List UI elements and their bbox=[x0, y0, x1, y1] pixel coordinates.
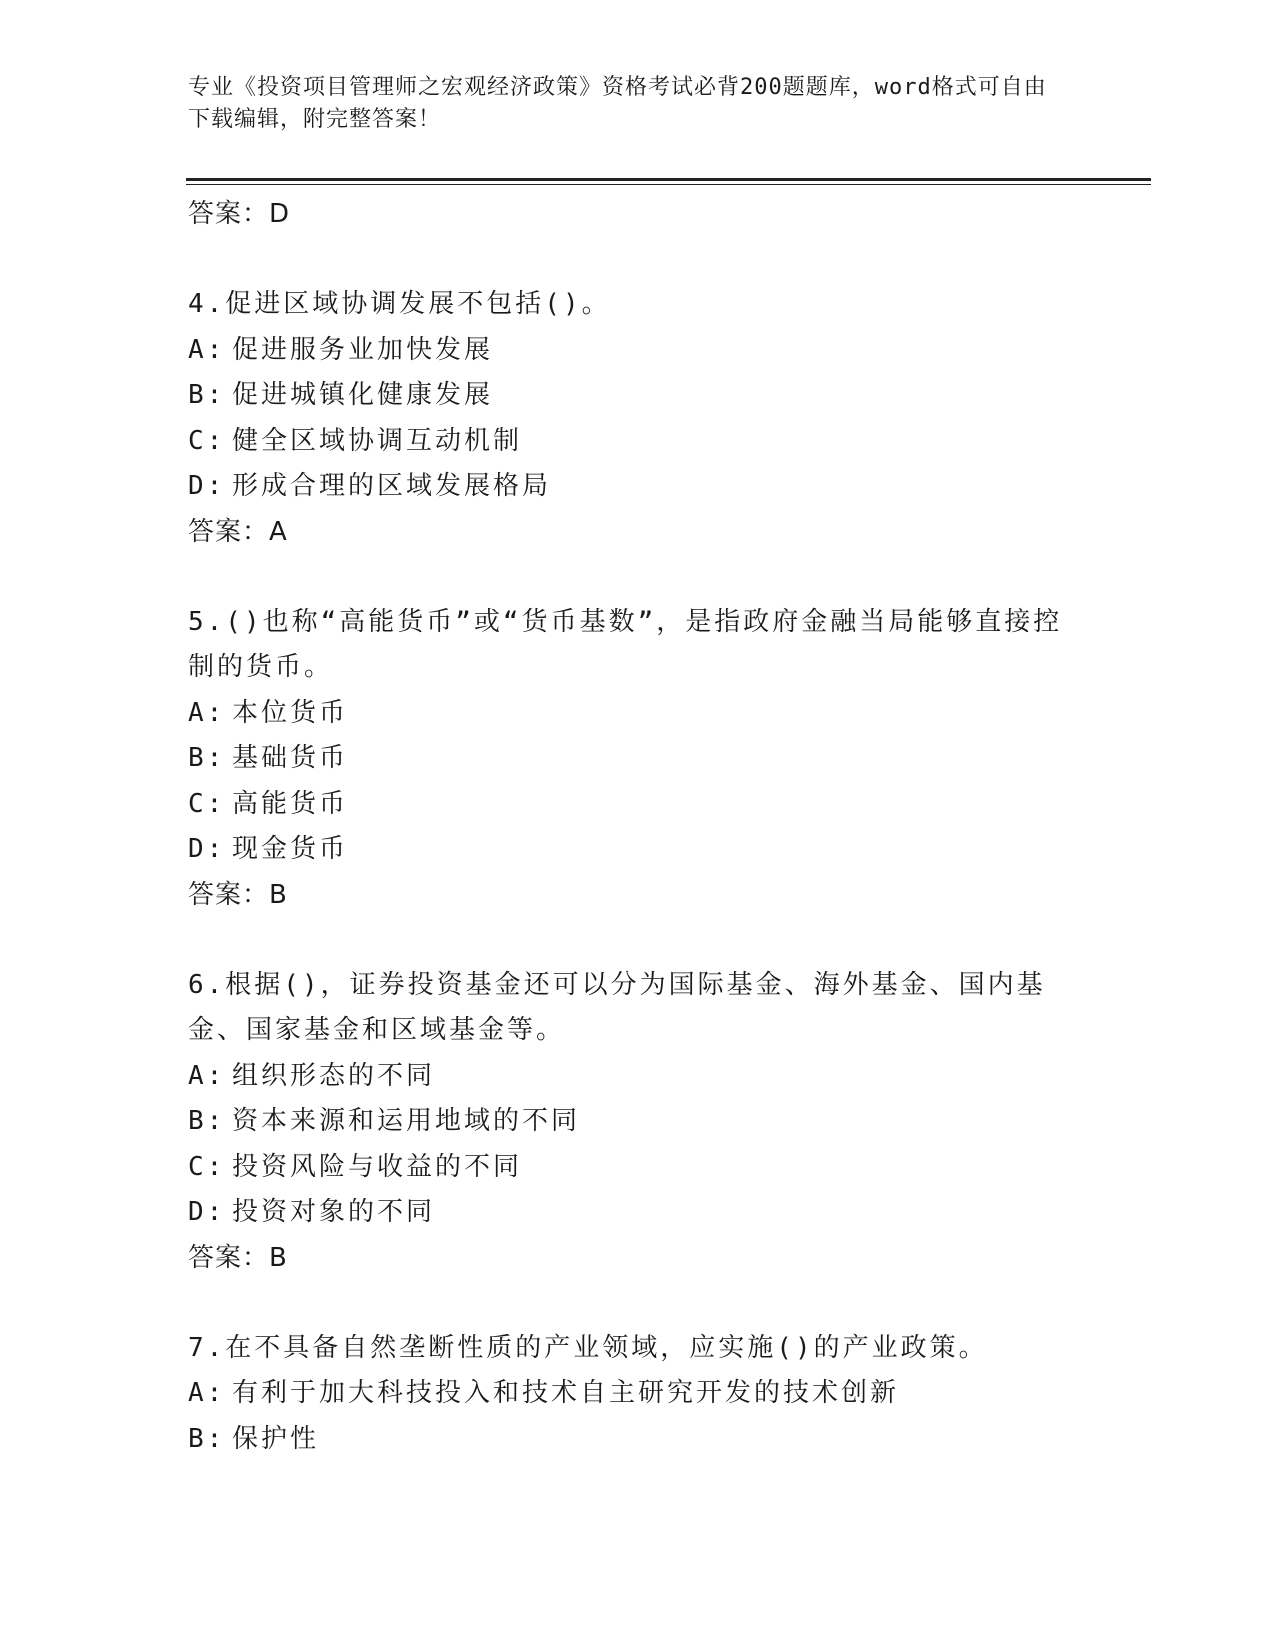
option-key: D: bbox=[188, 471, 226, 501]
question-list bbox=[188, 192, 1068, 1462]
header-divider-thin bbox=[186, 184, 1151, 185]
option-key: B: bbox=[188, 1423, 226, 1454]
question-option bbox=[188, 373, 1068, 419]
question-option bbox=[188, 691, 1068, 737]
option-key: C: bbox=[188, 1151, 226, 1182]
option-key: D: bbox=[188, 834, 226, 864]
question-option bbox=[188, 827, 1068, 873]
option-text: 组织形态的不同 bbox=[232, 1060, 436, 1091]
option-key: A: bbox=[188, 697, 226, 728]
option-key: A: bbox=[188, 334, 226, 365]
option-text: 有利于加大科技投入和技术自主研究开发的技术创新 bbox=[232, 1378, 900, 1408]
option-key: A: bbox=[188, 1378, 226, 1408]
question-stem: 5.()也称“高能货币”或“货币基数”，是指政府金融当局能够直接控制的货币。 bbox=[188, 606, 1063, 682]
document-header bbox=[188, 72, 1068, 136]
question-item bbox=[188, 282, 1068, 554]
option-text: 资本来源和运用地域的不同 bbox=[232, 1106, 581, 1136]
option-key: B: bbox=[188, 743, 226, 773]
question-option bbox=[188, 1190, 1068, 1236]
question-option bbox=[188, 419, 1068, 465]
question-option bbox=[188, 1099, 1068, 1145]
question-item bbox=[188, 600, 1068, 917]
question-option bbox=[188, 328, 1068, 374]
question-stem: 4.促进区域协调发展不包括()。 bbox=[188, 289, 611, 319]
option-key: D: bbox=[188, 1197, 226, 1227]
answer-line: 答案：A bbox=[188, 516, 288, 547]
answer-line: 答案：B bbox=[188, 879, 288, 910]
answer-line: 答案：D bbox=[188, 199, 291, 229]
option-text: 基础货币 bbox=[232, 743, 349, 773]
option-text: 现金货币 bbox=[232, 834, 349, 864]
question-item bbox=[188, 963, 1068, 1280]
option-text: 本位货币 bbox=[232, 697, 349, 728]
option-text: 健全区域协调互动机制 bbox=[232, 425, 523, 456]
option-key: B: bbox=[188, 380, 226, 410]
answer-line: 答案：B bbox=[188, 1242, 288, 1273]
question-option bbox=[188, 782, 1068, 828]
option-text: 投资对象的不同 bbox=[232, 1197, 436, 1227]
question-item bbox=[188, 1326, 1068, 1463]
option-key: C: bbox=[188, 788, 226, 819]
question-option bbox=[188, 1371, 1068, 1417]
option-text: 高能货币 bbox=[232, 788, 349, 819]
option-key: C: bbox=[188, 425, 226, 456]
header-title: 专业《投资项目管理师之宏观经济政策》资格考试必背200题题库，word格式可自由下载编辑，附完整答案！ bbox=[188, 75, 1047, 132]
option-text: 促进城镇化健康发展 bbox=[232, 380, 494, 410]
question-stem: 7.在不具备自然垄断性质的产业领域，应实施()的产业政策。 bbox=[188, 1332, 988, 1363]
question-option bbox=[188, 736, 1068, 782]
option-text: 形成合理的区域发展格局 bbox=[232, 471, 552, 501]
header-divider-thick bbox=[186, 178, 1151, 181]
option-text: 投资风险与收益的不同 bbox=[232, 1151, 523, 1182]
question-option bbox=[188, 1417, 1068, 1463]
option-text: 保护性 bbox=[232, 1423, 320, 1454]
option-key: B: bbox=[188, 1106, 226, 1136]
question-stem: 6.根据()，证券投资基金还可以分为国际基金、海外基金、国内基金、国家基金和区域基金等。 bbox=[188, 969, 1046, 1045]
question-option bbox=[188, 1145, 1068, 1191]
option-key: A: bbox=[188, 1060, 226, 1091]
option-text: 促进服务业加快发展 bbox=[232, 334, 494, 365]
question-option bbox=[188, 464, 1068, 510]
question-option bbox=[188, 1054, 1068, 1100]
